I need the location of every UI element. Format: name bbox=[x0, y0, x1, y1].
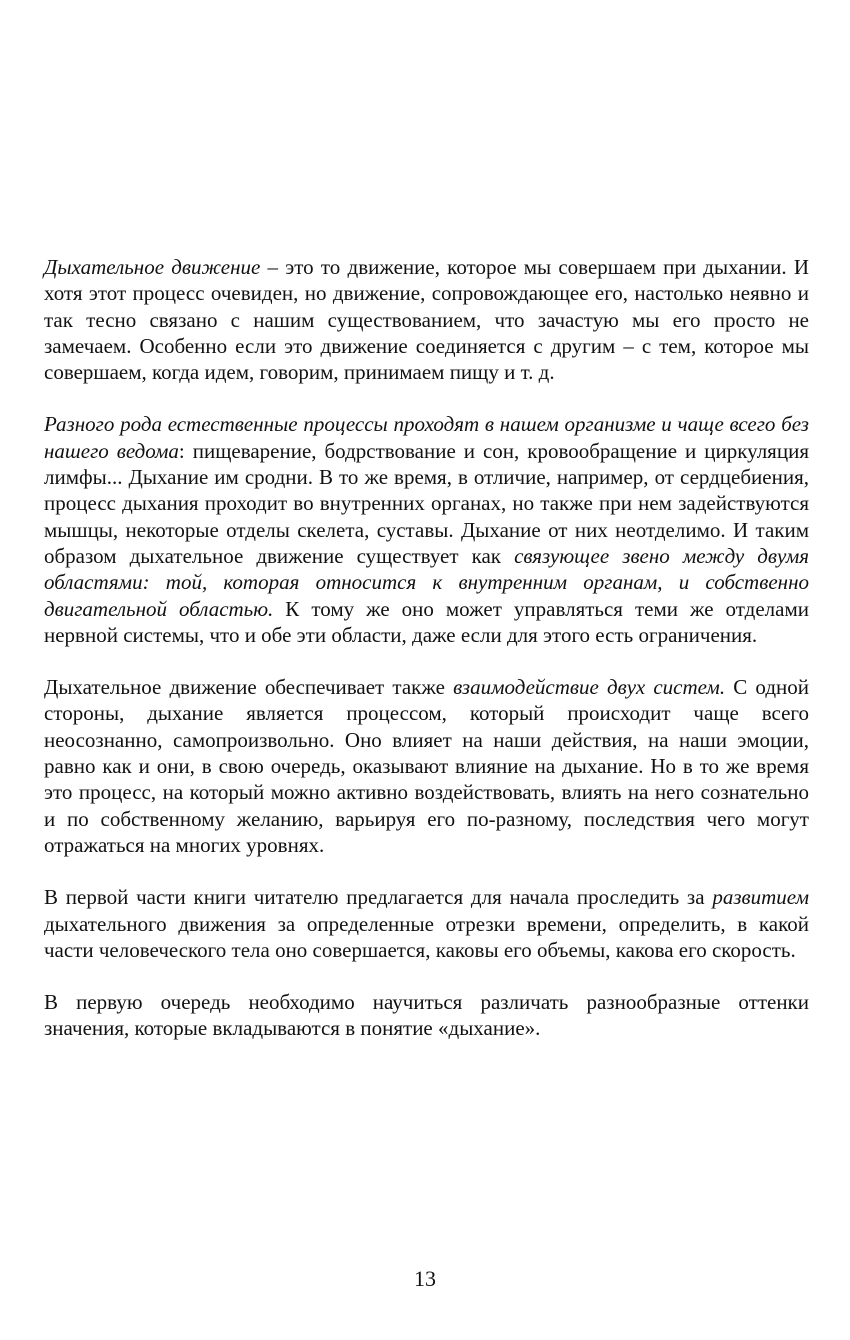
paragraph-text: В первую очередь необходимо научиться различать разнообразные оттенки значения, которые вкладываются в понятие «дыхание». bbox=[44, 990, 809, 1041]
paragraph-breathing-meanings bbox=[44, 989, 809, 1042]
paragraph-text: – это то движение, которое мы совершаем при дыхании. И хотя этот процесс очевиден, но движение, сопровождающее его, настолько неявно и так тесно связано с нашим существованием, что зачастую мы его просто не замечаем. Особенно если это движение соединяется с другим – с тем, которое мы совершаем, когда идем, говорим, принимаем пищу и т. д. bbox=[44, 255, 809, 385]
emphasis-development: развитием bbox=[712, 885, 809, 910]
emphasis-natural-processes: Разного рода естественные процессы проходят в нашем организме и чаще всего без нашего ведома bbox=[44, 412, 809, 463]
emphasis-two-systems: взаимодействие двух систем. bbox=[453, 675, 726, 700]
paragraph-text: Дыхательное движение обеспечивает также bbox=[44, 675, 454, 700]
paragraph-two-systems bbox=[44, 674, 809, 858]
paragraph-text: С одной стороны, дыхание является процессом, который происходит чаще всего неосознанно, самопроизвольно. Оно влияет на наши действия, на наши эмоции, равно как и они, в свою очередь, оказывают влияние на дыхание. Но в то же время это процесс, на который можно активно воздействовать, влиять на него сознательно и по собственному желанию, варьируя его по-разному, последствия чего могут отражаться на многих уровнях. bbox=[44, 675, 809, 857]
paragraph-text: дыхательного движения за определенные отрезки времени, определить, в какой части человеческого тела оно совершается, каковы его объемы, какова его скорость. bbox=[44, 911, 809, 962]
page-number: 13 bbox=[414, 1266, 436, 1291]
paragraph-natural-processes bbox=[44, 411, 809, 648]
term-breathing-movement: Дыхательное движение bbox=[44, 255, 261, 279]
paragraph-first-part bbox=[44, 884, 809, 963]
paragraph-text: : пищеварение, бодрствование и сон, кровообращение и циркуляция лимфы... Дыхание им сродни. В то же время, в отличие, например, от сердцебиения, процесс дыхания проходит во внутренних органах, но также при нем задействуются мышцы, некоторые отделы скелета, суставы. Дыхание от них неотделимо. И таким образом дыхательное движение существует как bbox=[44, 438, 809, 568]
body-text bbox=[44, 254, 809, 1042]
paragraph-text: К тому же оно может управляться теми же отделами нервной системы, что и обе эти области, даже если для этого есть ограничения. bbox=[44, 596, 809, 647]
paragraph-breathing-movement bbox=[44, 254, 809, 385]
paragraph-text: В первой части книги читателю предлагается для начала проследить за bbox=[44, 885, 713, 910]
emphasis-linking-link: связующее звено между двумя областями: той, которая относится к внутренним органам, и собственно двигательной областью. bbox=[44, 543, 809, 621]
